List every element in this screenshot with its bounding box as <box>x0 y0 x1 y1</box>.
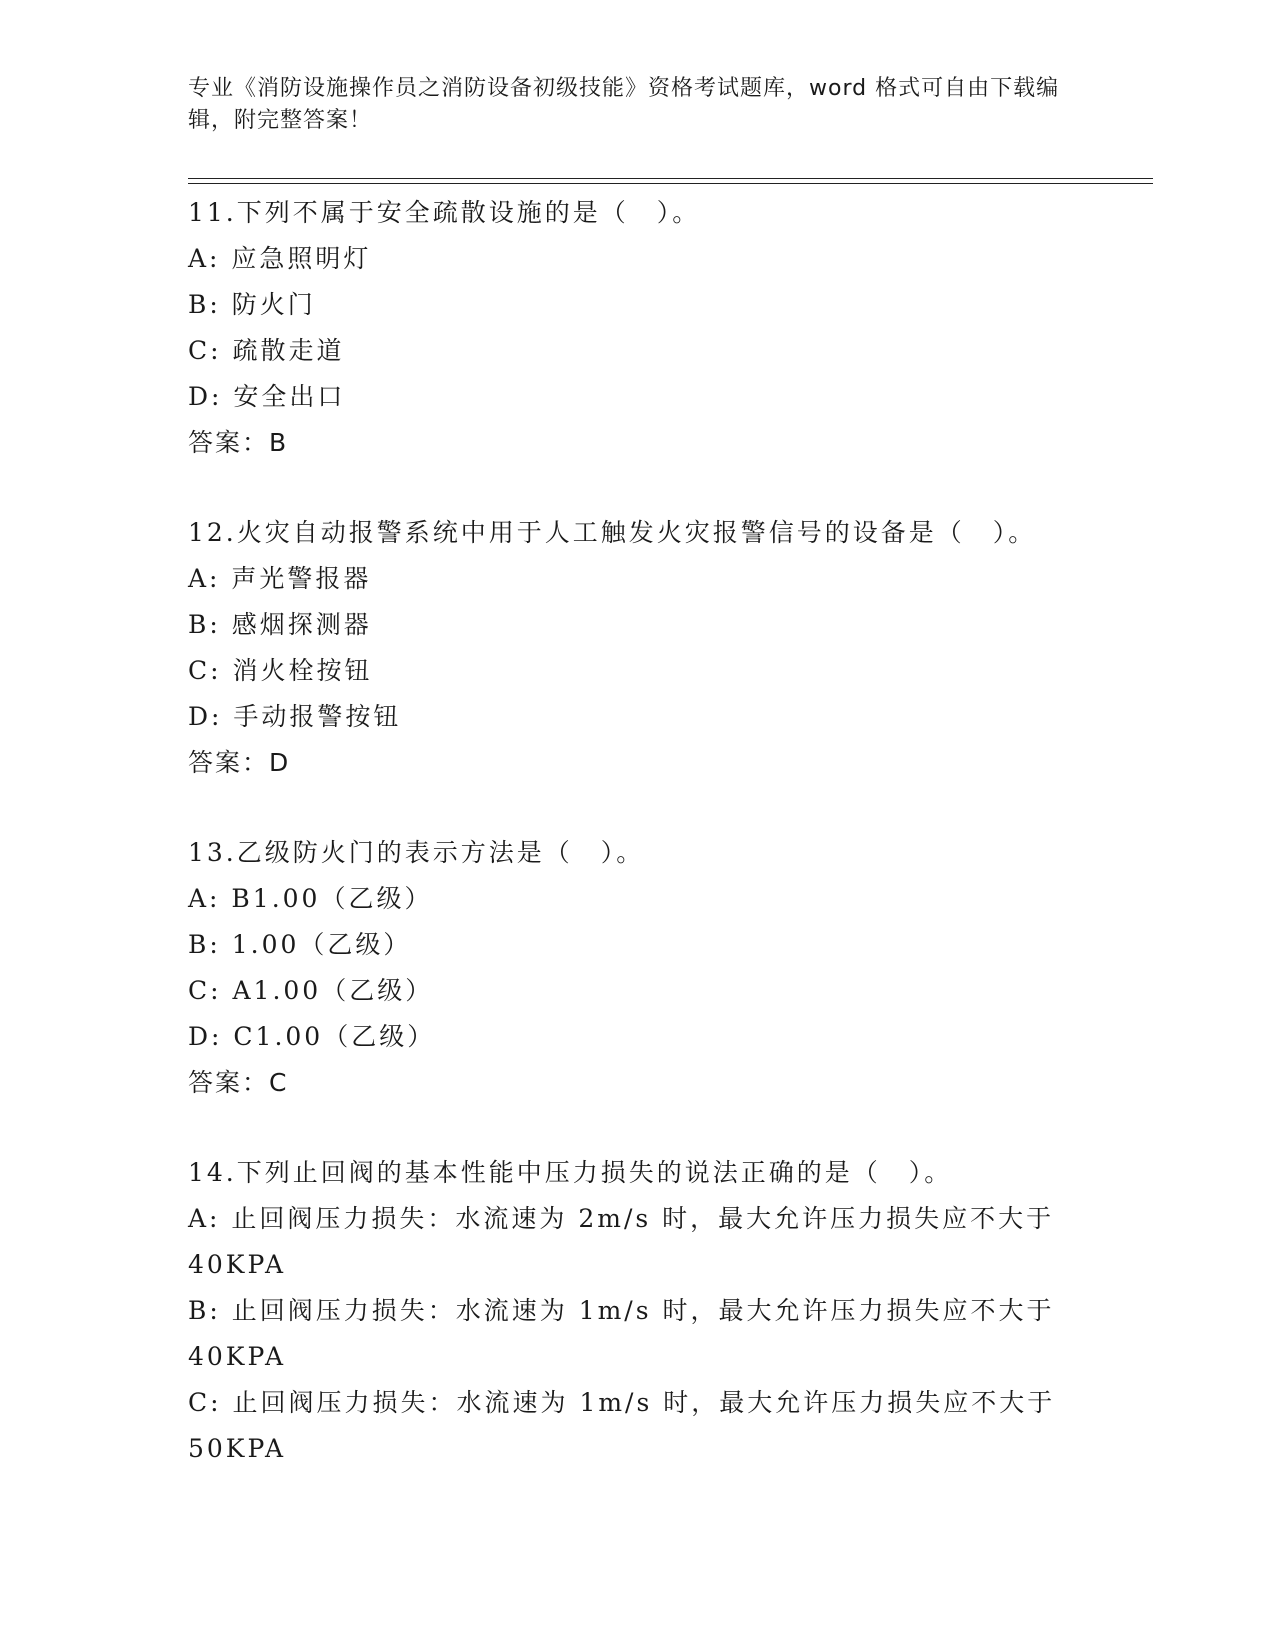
question-14 <box>188 1150 1153 1472</box>
question-13 <box>188 830 1153 1106</box>
option-c: C: 止回阀压力损失：水流速为 1m/s 时，最大允许压力损失应不大于 50KPA <box>188 1388 1056 1463</box>
question-title: 12.火灾自动报警系统中用于人工触发火灾报警信号的设备是（ ）。 <box>188 518 1037 547</box>
option-c: C: A1.00（乙级） <box>188 976 434 1005</box>
spacer <box>188 786 1153 830</box>
option-c: C: 疏散走道 <box>188 336 345 365</box>
header-note: 专业《消防设施操作员之消防设备初级技能》资格考试题库，word 格式可自由下载编辑，附完整答案！ <box>188 76 1060 133</box>
header-rule-top <box>188 178 1153 179</box>
question-11 <box>188 190 1153 466</box>
question-title: 13.乙级防火门的表示方法是（ ）。 <box>188 838 645 867</box>
option-a: A: B1.00（乙级） <box>188 884 433 913</box>
option-d: D: 手动报警按钮 <box>188 702 402 731</box>
spacer <box>188 1106 1153 1150</box>
option-b: B: 感烟探测器 <box>188 610 372 639</box>
answer: 答案：D <box>188 748 291 777</box>
option-c: C: 消火栓按钮 <box>188 656 373 685</box>
option-a: A: 应急照明灯 <box>188 244 372 273</box>
option-b: B: 止回阀压力损失：水流速为 1m/s 时，最大允许压力损失应不大于 40KPA <box>188 1296 1055 1371</box>
option-a: A: 声光警报器 <box>188 564 372 593</box>
spacer <box>188 466 1153 510</box>
answer: 答案：C <box>188 1068 289 1097</box>
answer: 答案：B <box>188 428 289 457</box>
question-title: 11.下列不属于安全疏散设施的是（ ）。 <box>188 198 701 227</box>
header-rule-bottom <box>188 183 1153 184</box>
question-12 <box>188 510 1153 786</box>
option-b: B: 1.00（乙级） <box>188 930 412 959</box>
question-list <box>188 190 1153 1472</box>
option-b: B: 防火门 <box>188 290 316 319</box>
option-a: A: 止回阀压力损失：水流速为 2m/s 时，最大允许压力损失应不大于 40KPA <box>188 1204 1055 1279</box>
option-d: D: C1.00（乙级） <box>188 1022 436 1051</box>
question-title: 14.下列止回阀的基本性能中压力损失的说法正确的是（ ）。 <box>188 1158 953 1187</box>
option-d: D: 安全出口 <box>188 382 346 411</box>
